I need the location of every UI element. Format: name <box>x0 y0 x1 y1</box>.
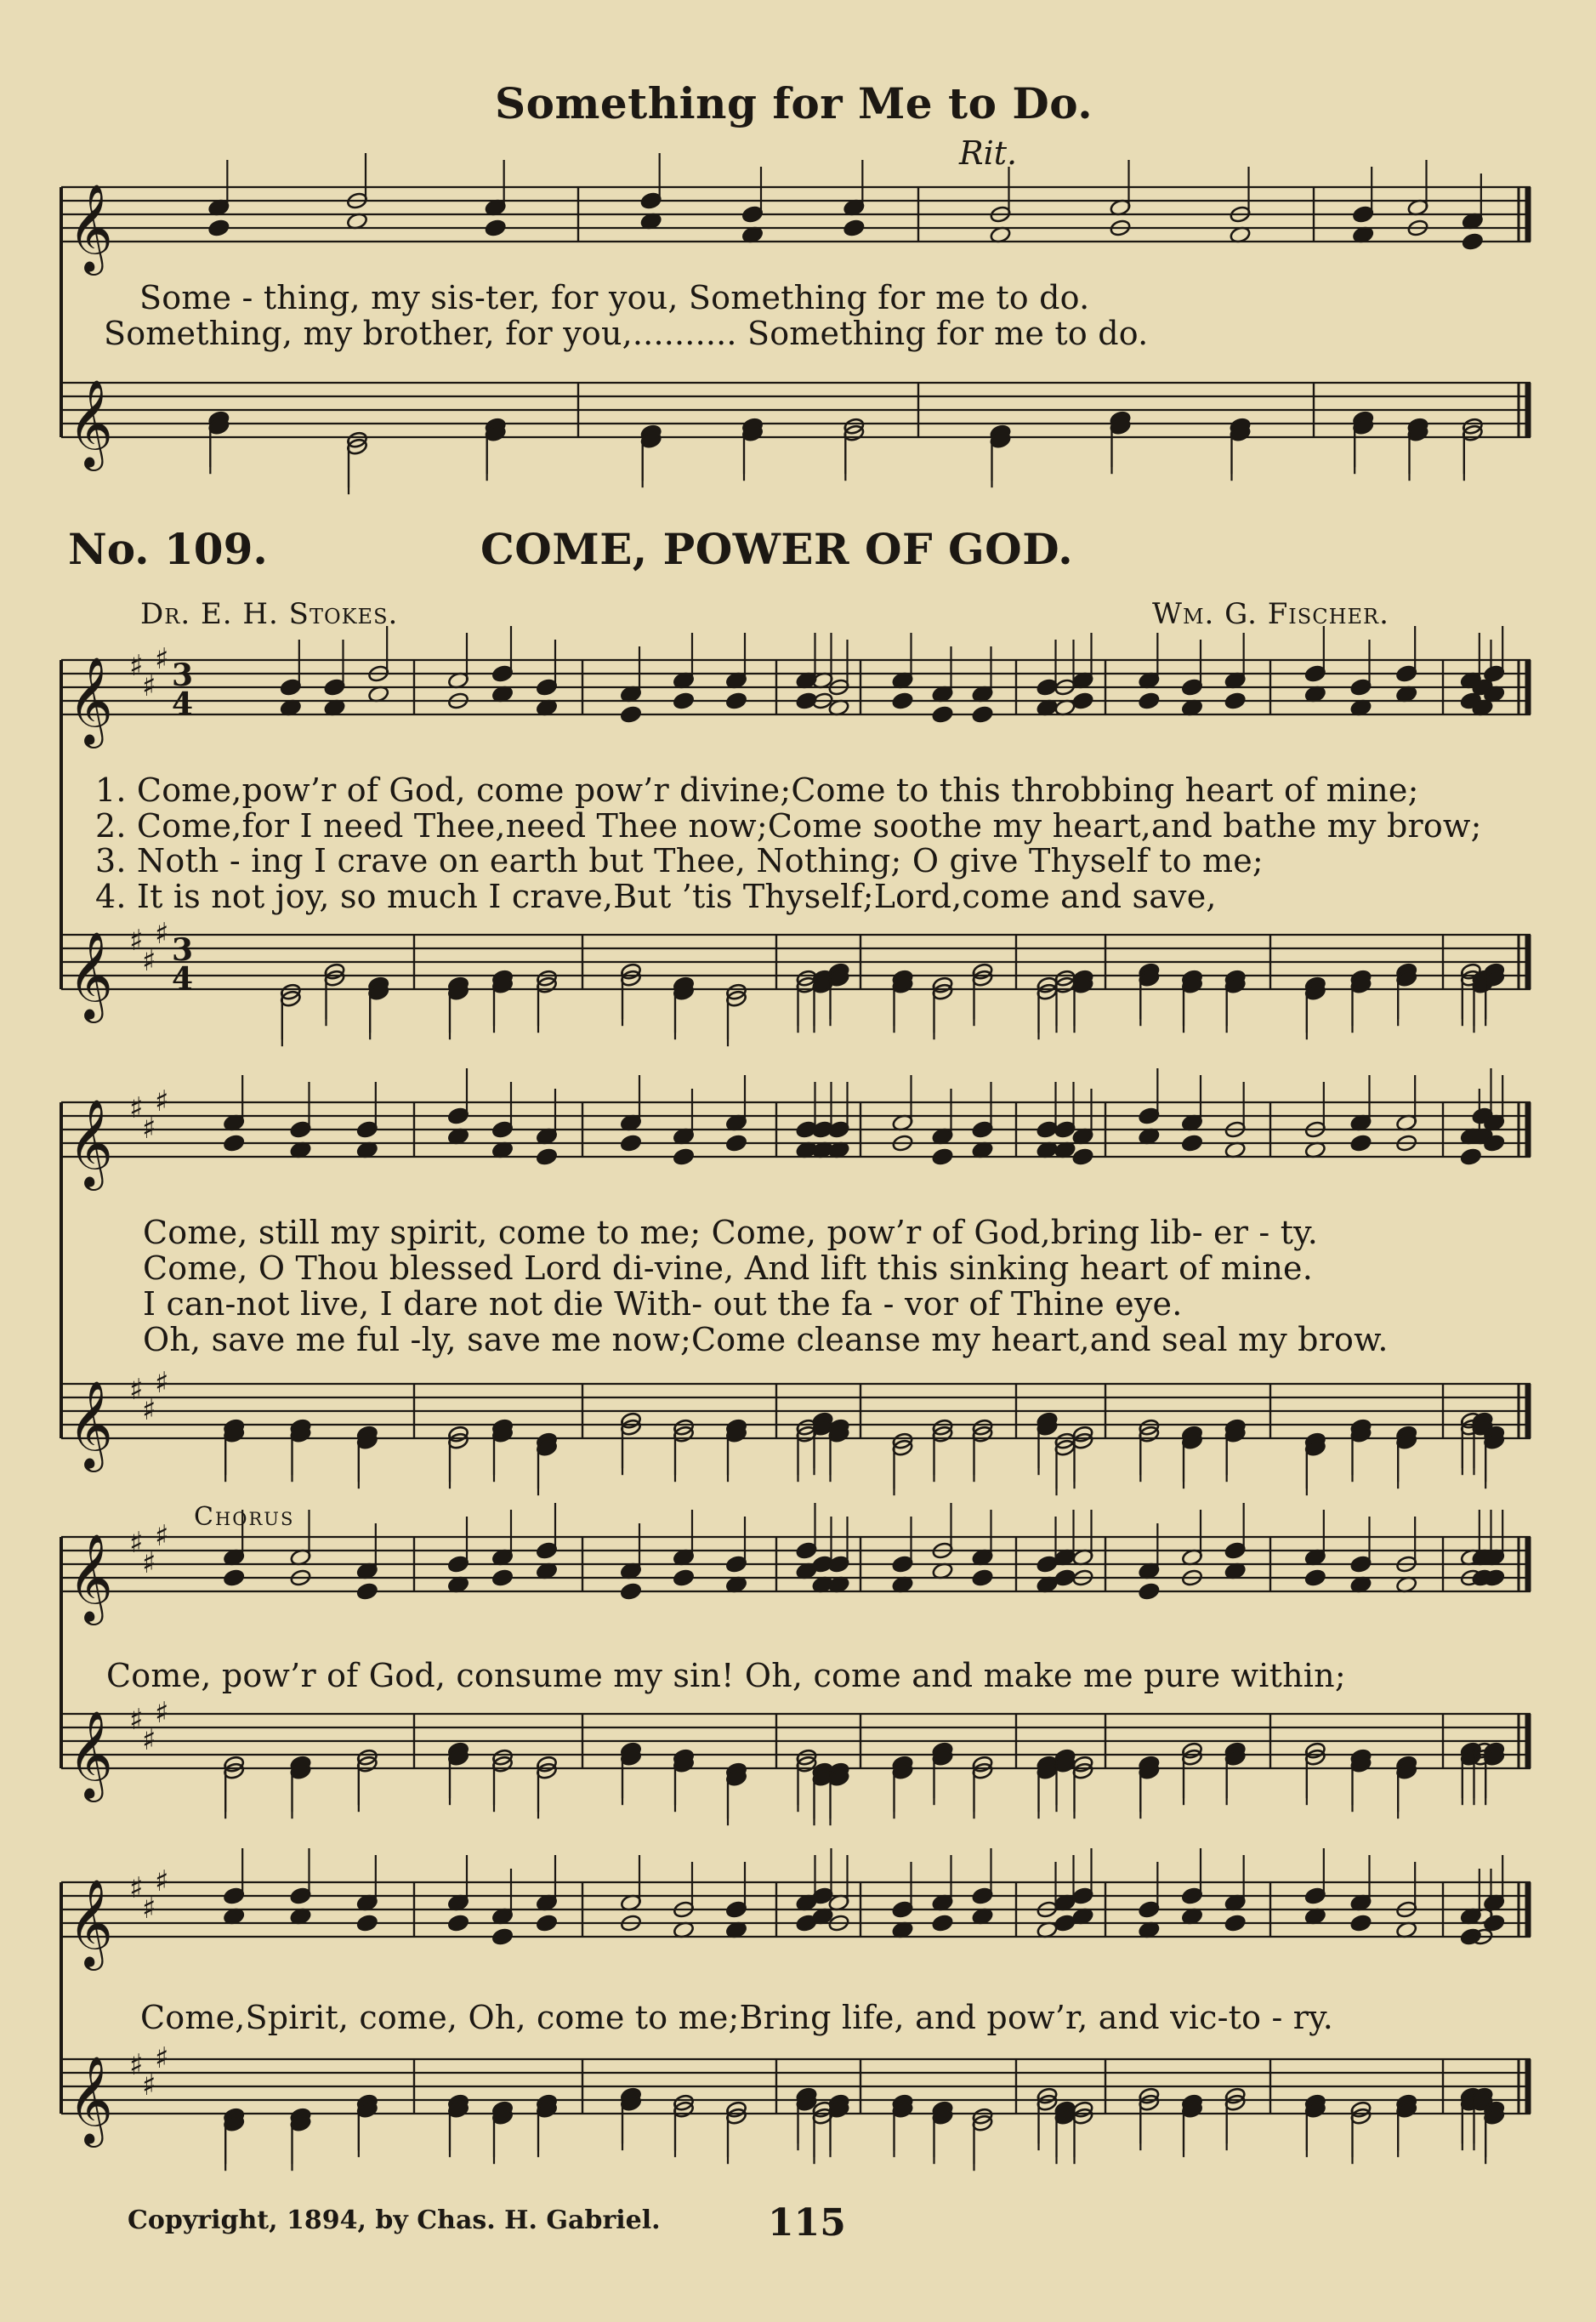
song-title: Something for Me to Do. <box>495 78 1093 128</box>
quarter-note <box>207 219 230 237</box>
sharp-sign: ♯ <box>142 1892 156 1926</box>
quarter-note <box>1054 1914 1076 1932</box>
chorus-label: Chorus <box>194 1502 295 1532</box>
quarter-note <box>1054 1568 1076 1587</box>
lyric-line: 3. Noth - ing I crave on earth but Thee, Nothing; O give Thyself to me; <box>95 842 1264 879</box>
quarter-note <box>223 1568 245 1587</box>
quarter-note <box>1224 1914 1247 1932</box>
treble-clef: 𝄞 <box>68 2056 113 2144</box>
quarter-note <box>356 1914 378 1932</box>
lyric-line: 4. It is not joy, so much I crave,But ’tis Thyself;Lord,come and save, <box>95 878 1217 915</box>
treble-clef: 𝄞 <box>68 657 113 745</box>
lyric-line: Some - thing, my sis-ter, for you, Something for me to do. <box>139 279 1090 316</box>
quarter-note <box>1304 1568 1326 1587</box>
hymn-title: COME, POWER OF GOD. <box>480 524 1074 574</box>
sharp-sign: ♯ <box>142 1546 156 1580</box>
quarter-note <box>843 219 865 237</box>
quarter-note <box>536 1147 558 1166</box>
ritardando-mark: Rit. <box>959 134 1018 172</box>
sharp-sign: ♯ <box>129 1703 144 1737</box>
lyric-line: 2. Come,for I need Thee,need Thee now;Come soothe my heart,and bathe my brow; <box>95 807 1482 845</box>
quarter-note <box>356 1582 378 1601</box>
sharp-sign: ♯ <box>155 1366 169 1400</box>
quarter-note <box>620 1134 642 1152</box>
sharp-sign: ♯ <box>142 2069 156 2103</box>
sharp-sign: ♯ <box>142 669 156 703</box>
lyricist-credit: Dr. E. H. Stokes. <box>140 597 399 631</box>
lyric-line: Oh, save me ful -ly, save me now;Come cleanse my heart,and seal my brow. <box>143 1321 1389 1358</box>
treble-clef: 𝄞 <box>68 931 113 1020</box>
quarter-note <box>1460 1147 1482 1166</box>
sharp-sign: ♯ <box>155 1084 169 1118</box>
sharp-sign: ♯ <box>129 924 144 958</box>
lyric-line: Come, pow’r of God, consume my sin! Oh, come and make me pure within; <box>106 1657 1346 1694</box>
quarter-note <box>673 691 695 710</box>
lyric-line: I can-not live, I dare not die With- out the fa - vor of Thine eye. <box>143 1285 1183 1323</box>
quarter-note <box>485 219 507 237</box>
treble-clef: 𝄞 <box>68 184 113 272</box>
sharp-sign: ♯ <box>142 1393 156 1427</box>
quarter-note <box>1181 1134 1203 1152</box>
quarter-note <box>1138 691 1160 710</box>
quarter-note <box>620 705 642 724</box>
quarter-note <box>1138 1582 1160 1601</box>
quarter-note <box>223 1134 245 1152</box>
quarter-note <box>673 1147 695 1166</box>
lyric-line: Come,Spirit, come, Oh, come to me;Bring life, and pow’r, and vic-to - ry. <box>140 1999 1334 2036</box>
sharp-sign: ♯ <box>155 1519 169 1553</box>
quarter-note <box>1072 691 1094 710</box>
treble-clef: 𝄞 <box>68 379 113 468</box>
sharp-sign: ♯ <box>129 649 144 683</box>
quarter-note <box>972 1568 994 1587</box>
quarter-note <box>491 1927 514 1946</box>
sharp-sign: ♯ <box>142 944 156 978</box>
time-signature-bottom: 4 <box>172 961 194 997</box>
sharp-sign: ♯ <box>155 642 169 676</box>
quarter-note <box>892 691 914 710</box>
sharp-sign: ♯ <box>129 1871 144 1905</box>
composer-credit: Wm. G. Fischer. <box>1152 597 1389 631</box>
quarter-note <box>725 1134 747 1152</box>
lyric-line: 1. Come,pow’r of God, come pow’r divine;Come to this throbbing heart of mine; <box>95 771 1419 809</box>
lyric-line: Something, my brother, for you,.......... Something for me to do. <box>104 315 1149 352</box>
lyric-line: Come, O Thou blessed Lord di-vine, And lift this sinking heart of mine. <box>143 1249 1314 1287</box>
sharp-sign: ♯ <box>142 1723 156 1757</box>
sharp-sign: ♯ <box>155 1864 169 1898</box>
time-signature-top: 3 <box>172 932 194 968</box>
treble-clef: 𝄞 <box>68 1534 113 1622</box>
hymn-number: No. 109. <box>68 524 268 574</box>
quarter-note <box>932 1914 954 1932</box>
treble-clef: 𝄞 <box>68 1879 113 1967</box>
time-signature-bottom: 4 <box>172 686 194 722</box>
quarter-note <box>1462 232 1484 251</box>
quarter-note <box>932 705 954 724</box>
quarter-note <box>491 1568 514 1587</box>
time-signature-top: 3 <box>172 657 194 693</box>
sharp-sign: ♯ <box>129 1091 144 1125</box>
lyric-line: Come, still my spirit, come to me; Come, pow’r of God,bring lib- er - ty. <box>143 1214 1319 1251</box>
quarter-note <box>932 1147 954 1166</box>
treble-clef: 𝄞 <box>68 1099 113 1187</box>
treble-clef: 𝄞 <box>68 1380 113 1469</box>
quarter-note <box>725 691 747 710</box>
quarter-note <box>1224 691 1247 710</box>
sharp-sign: ♯ <box>155 2041 169 2075</box>
quarter-note <box>1350 1134 1372 1152</box>
quarter-note <box>620 1582 642 1601</box>
quarter-note <box>1350 1914 1372 1932</box>
sharp-sign: ♯ <box>129 2048 144 2082</box>
sharp-sign: ♯ <box>155 1696 169 1730</box>
quarter-note <box>536 1914 558 1932</box>
quarter-note <box>447 1914 469 1932</box>
page-number: 115 <box>768 2201 846 2245</box>
treble-clef: 𝄞 <box>68 1710 113 1799</box>
quarter-note <box>972 705 994 724</box>
sharp-sign: ♯ <box>129 1526 144 1560</box>
quarter-note <box>673 1568 695 1587</box>
sharp-sign: ♯ <box>142 1112 156 1146</box>
quarter-note <box>1072 1147 1094 1166</box>
sharp-sign: ♯ <box>155 917 169 951</box>
copyright-notice: Copyright, 1894, by Chas. H. Gabriel. <box>128 2205 661 2235</box>
sharp-sign: ♯ <box>129 1373 144 1407</box>
